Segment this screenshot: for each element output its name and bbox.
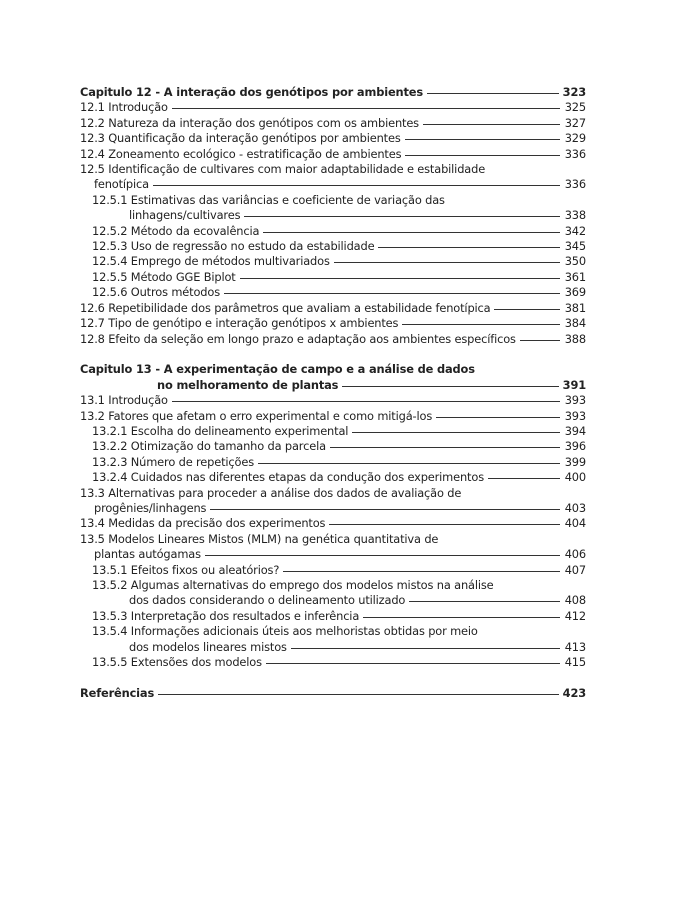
leader-line [427,93,559,94]
toc-entry-line [80,532,586,547]
toc-entry[interactable] [80,193,586,224]
leader-line [263,232,560,233]
leader-line [244,216,560,217]
toc-entry-line [92,593,586,608]
toc-entry-line [80,301,586,316]
toc-entry-line [80,393,586,408]
leader-line [330,447,560,448]
toc-entry-title: Capitulo 13 - A experimentação de campo e a análise de dados [80,362,475,377]
leader-line [210,509,560,510]
leader-line [405,139,560,140]
leader-line [342,386,558,387]
toc-entry-title: 12.5.2 Método da ecovalência [92,223,260,238]
toc-entry-line [80,100,586,115]
toc-entry[interactable] [80,270,586,285]
toc-entry-line [92,655,586,670]
page-number: 338 [564,208,586,223]
toc-entry-line [80,147,586,162]
page-number: 384 [564,316,586,331]
leader-line [153,185,560,186]
toc-entry-line [92,270,586,285]
page-number: 406 [564,547,586,562]
toc-entry-line [92,285,586,300]
toc-entry-title: 12.5.4 Emprego de métodos multivariados [92,254,330,269]
toc-entry[interactable] [80,532,586,563]
toc-entry-line [92,224,586,239]
toc-entry-title: plantas autógamas [94,547,201,562]
leader-line [363,617,560,618]
toc-entry[interactable] [80,285,586,300]
toc-entry-line [92,193,586,208]
leader-line [205,555,560,556]
toc-entry-line [92,254,586,269]
toc-entry-title: 13.5.3 Interpretação dos resultados e inferência [92,608,360,623]
leader-line [258,463,560,464]
toc-entry-line [80,131,586,146]
leader-line [172,401,560,402]
toc-entry-title: 12.5 Identificação de cultivares com maior adaptabilidade e estabilidade [80,162,486,177]
page-number: 381 [564,300,586,315]
toc-entry-line [92,424,586,439]
toc-entry[interactable] [80,239,586,254]
page-number: 415 [564,655,586,670]
toc-entry-title: 13.2.4 Cuidados nas diferentes etapas da condução dos experimentos [92,470,484,485]
page-number: 403 [564,500,586,515]
page-number: 404 [564,516,586,531]
toc-entry[interactable] [80,116,586,131]
toc-chapter-entry[interactable] [80,362,586,393]
leader-line [494,309,560,310]
toc-entry-title: 12.1 Introdução [80,100,168,115]
toc-entry-title: progênies/linhagens [94,500,207,515]
page-number: 336 [564,177,586,192]
page-number: 391 [562,377,586,392]
toc-entry-title: Capitulo 12 - A interação dos genótipos por ambientes [80,85,423,99]
toc-entry-title: 13.2.3 Número de repetições [92,454,255,469]
toc-entry-title: 12.6 Repetibilidade dos parâmetros que avaliam a estabilidade fenotípica [80,300,491,315]
toc-entry-line [92,208,586,223]
page-number: 412 [564,608,586,623]
page-number: 407 [564,562,586,577]
toc-entry[interactable] [80,578,586,609]
leader-line [423,124,560,125]
toc-entry[interactable] [80,624,586,655]
toc-entry-line [80,162,586,177]
page-number: 361 [564,269,586,284]
toc-entry[interactable] [80,254,586,269]
page-number: 336 [564,146,586,161]
toc-entry[interactable] [80,455,586,470]
toc-entry-line [80,547,586,562]
toc-entry[interactable] [80,147,586,162]
page-number: 393 [564,408,586,423]
toc-entry-title: 13.5 Modelos Lineares Mistos (MLM) na genética quantitativa de [80,531,439,546]
toc-entry-title: 12.5.5 Método GGE Biplot [92,269,236,284]
toc-entry-title: 13.2.2 Otimização do tamanho da parcela [92,439,326,454]
page-number: 388 [564,331,586,346]
page-number: 323 [562,85,586,99]
toc-entry[interactable] [80,224,586,239]
leader-line [378,247,560,248]
toc-entry-title: 12.5.1 Estimativas das variâncias e coeficiente de variação das [92,192,445,207]
toc-entry-title: 13.2.1 Escolha do delineamento experimental [92,423,349,438]
page-number: 394 [564,423,586,438]
toc-entry[interactable] [80,316,586,331]
toc-entry-line [92,239,586,254]
leader-line [283,571,560,572]
toc-entry-line [80,362,586,377]
toc-entry-line [80,501,586,516]
leader-line [405,155,560,156]
toc-entry-line [80,177,586,192]
toc-entry[interactable] [80,609,586,624]
leader-line [240,278,560,279]
page-number: 413 [564,639,586,654]
page-number: 399 [564,454,586,469]
page-number: 423 [562,685,586,700]
page-number: 350 [564,254,586,269]
page-number: 325 [564,100,586,115]
toc-entry-title: fenotípica [94,177,149,192]
leader-line [329,524,560,525]
toc-entry-title: 13.5.4 Informações adicionais úteis aos melhoristas obtidas por meio [92,624,478,639]
toc-entry[interactable] [80,439,586,454]
toc-entry[interactable] [80,100,586,115]
toc-entry-line [92,609,586,624]
toc-entry-title: 12.8 Efeito da seleção em longo prazo e adaptação aos ambientes específicos [80,331,516,346]
toc-entry-line [80,332,586,347]
toc-entry-title: 13.3 Alternativas para proceder a análise dos dados de avaliação de [80,485,462,500]
toc-entry[interactable] [80,301,586,316]
toc-entry-title: 12.3 Quantificação da interação genótipos por ambientes [80,131,401,146]
toc-entry-title: 13.5.5 Extensões dos modelos [92,655,262,670]
toc-entry-line [92,470,586,485]
toc-entry[interactable] [80,424,586,439]
toc-entry-title: 12.4 Zoneamento ecológico - estratificação de ambientes [80,146,402,161]
toc-entry[interactable] [80,516,586,531]
toc-entry-line [80,116,586,131]
toc-entry[interactable] [80,332,586,347]
toc-entry-title: 13.5.2 Algumas alternativas do emprego dos modelos mistos na análise [92,577,494,592]
leader-line [352,432,560,433]
toc-entry[interactable] [80,563,586,578]
toc-entry[interactable] [80,409,586,424]
toc-entry-line [80,85,586,100]
toc-entry[interactable] [80,486,586,517]
toc-entry-line [92,563,586,578]
toc-chapter-entry[interactable] [80,85,586,100]
toc-entry-line [80,316,586,331]
leader-line [520,340,560,341]
page-number: 329 [564,131,586,146]
leader-line [266,663,560,664]
page-number: 369 [564,285,586,300]
leader-line [436,417,560,418]
page-number: 396 [564,439,586,454]
leader-line [291,648,560,649]
toc-entry-title: dos dados considerando o delineamento utilizado [129,593,406,608]
page-number: 408 [564,593,586,608]
toc-entry-title: 13.2 Fatores que afetam o erro experimental e como mitigá-los [80,408,433,423]
toc-entry-title: 13.5.1 Efeitos fixos ou aleatórios? [92,562,280,577]
toc-entry-line [80,378,586,393]
toc-entry[interactable] [80,393,586,408]
toc-entry-line [92,640,586,655]
page-number: 345 [564,239,586,254]
leader-line [334,262,560,263]
leader-line [224,293,560,294]
toc-entry[interactable] [80,470,586,485]
toc-entry-title: 13.1 Introdução [80,393,168,408]
toc-entry-title: 13.4 Medidas da precisão dos experimentos [80,516,326,531]
toc-entry-title: 12.7 Tipo de genótipo e interação genótipos x ambientes [80,316,399,331]
leader-line [402,324,560,325]
toc-entry-line [80,409,586,424]
toc-entry-line [92,578,586,593]
toc-entry-line [92,455,586,470]
toc-entry-line [80,516,586,531]
leader-line [409,601,560,602]
toc-entry-title: 12.2 Natureza da interação dos genótipos com os ambientes [80,115,419,130]
leader-line [488,478,560,479]
toc-entry-title: dos modelos lineares mistos [129,639,287,654]
page-number: 342 [564,223,586,238]
toc-entry-line [92,624,586,639]
toc-entry-title: no melhoramento de plantas [157,377,339,392]
toc-entry-title: 12.5.6 Outros métodos [92,285,220,300]
toc-entry-title: 12.5.3 Uso de regressão no estudo da estabilidade [92,239,375,254]
toc-entry-title: Referências [80,685,155,700]
page-number: 393 [564,393,586,408]
toc-chapter-entry[interactable] [80,686,586,701]
page-number: 400 [564,470,586,485]
toc-entry-line [80,686,586,701]
toc-entry[interactable] [80,131,586,146]
toc-entry-line [80,486,586,501]
toc-entry-title: linhagens/cultivares [129,208,241,223]
page-number: 327 [564,115,586,130]
leader-line [172,108,560,109]
leader-line [158,694,559,695]
table-of-contents [80,85,586,701]
toc-entry-line [92,439,586,454]
toc-entry[interactable] [80,655,586,670]
toc-entry[interactable] [80,162,586,193]
